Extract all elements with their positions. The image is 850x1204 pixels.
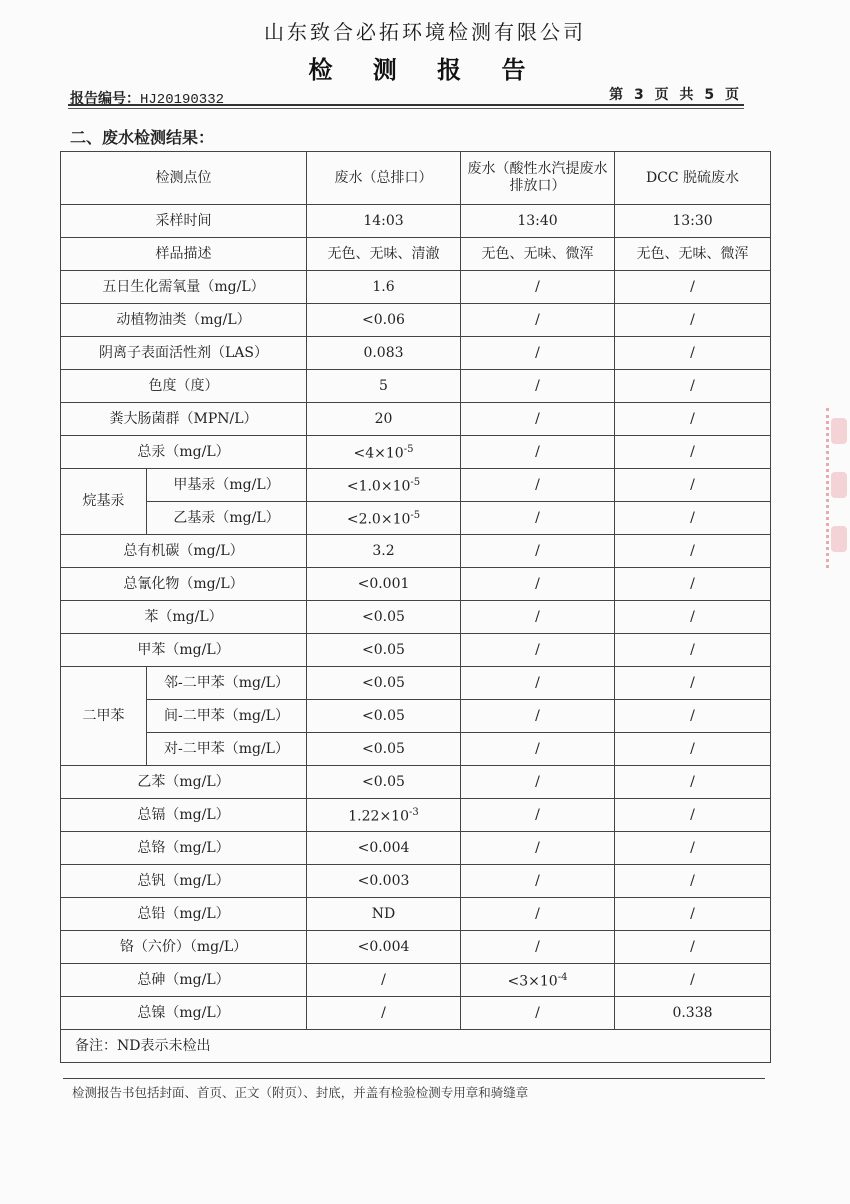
company-name: 山东致合必拓环境检测有限公司 <box>264 20 586 44</box>
row-label: 苯（mg/L） <box>61 601 307 634</box>
note-row <box>61 1030 771 1063</box>
report-number-value: HJ20190332 <box>140 92 225 108</box>
cell-value: / <box>461 865 615 898</box>
row-label: 五日生化需氧量（mg/L） <box>61 271 307 304</box>
cell-value: / <box>615 865 771 898</box>
table-row <box>61 898 771 931</box>
cell-value: / <box>461 766 615 799</box>
cell-value: 0.338 <box>615 997 771 1030</box>
cell-value: / <box>307 997 461 1030</box>
table-row <box>61 667 771 700</box>
header-col1: 废水（总排口） <box>307 152 461 205</box>
table-note: 备注：ND表示未检出 <box>61 1030 771 1063</box>
cell-value: / <box>461 337 615 370</box>
wastewater-results-table <box>60 151 771 1063</box>
table-row <box>61 634 771 667</box>
sample-description-row <box>61 238 771 271</box>
cell-value: / <box>615 403 771 436</box>
cell-value: <0.05 <box>307 766 461 799</box>
cell-value: / <box>615 469 771 502</box>
page-info: 第 3 页 共 5 页 <box>609 87 742 103</box>
row-label: 总铅（mg/L） <box>61 898 307 931</box>
cell-value: $<4\times 10^{-5}$ <box>307 436 461 469</box>
exponent: -5 <box>403 444 414 456</box>
table-row <box>61 931 771 964</box>
cell-value: / <box>615 964 771 997</box>
sub-row-label: 甲基汞（mg/L） <box>147 469 307 502</box>
cell-value: ND <box>307 898 461 931</box>
group-label-xylene: 二甲苯 <box>61 667 147 766</box>
cell-value: $<3\times 10^{-4}$ <box>461 964 615 997</box>
table-row <box>61 766 771 799</box>
row-label: 总镍（mg/L） <box>61 997 307 1030</box>
cell-value: / <box>461 733 615 766</box>
cell-value: / <box>461 502 615 535</box>
cell-value: 14:03 <box>307 205 461 238</box>
row-label: 乙苯（mg/L） <box>61 766 307 799</box>
cell-value: / <box>615 799 771 832</box>
table-row <box>61 469 771 502</box>
header-col2: 废水（酸性水汽提废水排放口） <box>461 152 615 205</box>
cell-value: / <box>615 601 771 634</box>
cell-value: / <box>615 667 771 700</box>
cell-value: / <box>461 370 615 403</box>
row-label: 铬（六价）（mg/L） <box>61 931 307 964</box>
cell-value: / <box>615 535 771 568</box>
table-row <box>61 601 771 634</box>
cell-value: / <box>461 931 615 964</box>
cell-value: / <box>461 568 615 601</box>
cell-value: / <box>615 832 771 865</box>
cell-value: <0.05 <box>307 733 461 766</box>
cell-value: <0.05 <box>307 667 461 700</box>
row-label: 动植物油类（mg/L） <box>61 304 307 337</box>
table-row <box>61 337 771 370</box>
seal-mark <box>831 526 847 552</box>
cell-value: 无色、无味、微浑 <box>461 238 615 271</box>
cell-value: / <box>461 601 615 634</box>
table-row <box>61 271 771 304</box>
table-row <box>61 535 771 568</box>
cell-value: / <box>461 997 615 1030</box>
cell-value: / <box>461 799 615 832</box>
cell-value: / <box>615 370 771 403</box>
cell-value: <0.05 <box>307 601 461 634</box>
cell-value: / <box>461 832 615 865</box>
section-title: 二、废水检测结果： <box>70 128 215 147</box>
table-header-row <box>61 152 771 205</box>
sub-row-label: 对-二甲苯（mg/L） <box>147 733 307 766</box>
cell-value: / <box>307 964 461 997</box>
report-title: 检 测 报 告 <box>308 56 542 84</box>
cell-value: 3.2 <box>307 535 461 568</box>
table-row <box>61 700 771 733</box>
cell-value: / <box>461 469 615 502</box>
cell-value: / <box>615 898 771 931</box>
table-row <box>61 997 771 1030</box>
seal-stamp-edge <box>826 408 850 568</box>
cell-value: / <box>615 766 771 799</box>
table-row <box>61 865 771 898</box>
table-row <box>61 568 771 601</box>
sampling-time-row <box>61 205 771 238</box>
cell-value: $1.22\times 10^{-3}$ <box>307 799 461 832</box>
cell-value: / <box>615 700 771 733</box>
cell-value: / <box>461 667 615 700</box>
row-label: 总汞（mg/L） <box>61 436 307 469</box>
cell-value: $<2.0\times 10^{-5}$ <box>307 502 461 535</box>
cell-value: 0.083 <box>307 337 461 370</box>
cell-value: / <box>615 568 771 601</box>
cell-value: 13:40 <box>461 205 615 238</box>
table-row <box>61 304 771 337</box>
seal-mark <box>831 418 847 444</box>
cell-value: 20 <box>307 403 461 436</box>
exponent: -5 <box>410 510 421 522</box>
cell-value: / <box>461 898 615 931</box>
table-row <box>61 799 771 832</box>
row-label: 样品描述 <box>61 238 307 271</box>
cell-value: / <box>615 634 771 667</box>
row-label: 采样时间 <box>61 205 307 238</box>
row-label: 总砷（mg/L） <box>61 964 307 997</box>
cell-value: <0.05 <box>307 700 461 733</box>
cell-value: / <box>615 931 771 964</box>
header-point-label: 检测点位 <box>61 152 307 205</box>
cell-value: / <box>615 304 771 337</box>
table-row <box>61 502 771 535</box>
row-label: 总镉（mg/L） <box>61 799 307 832</box>
row-label: 总铬（mg/L） <box>61 832 307 865</box>
header-rule-thin <box>68 108 744 109</box>
cell-value: / <box>615 271 771 304</box>
table-row <box>61 832 771 865</box>
cell-value: / <box>461 271 615 304</box>
cell-value: 无色、无味、清澈 <box>307 238 461 271</box>
cell-value: 5 <box>307 370 461 403</box>
group-label-alkyl-mercury: 烷基汞 <box>61 469 147 535</box>
table-row <box>61 964 771 997</box>
cell-value: 1.6 <box>307 271 461 304</box>
cell-value: <0.06 <box>307 304 461 337</box>
sub-row-label: 邻-二甲苯（mg/L） <box>147 667 307 700</box>
exponent: -4 <box>557 972 568 984</box>
row-label: 色度（度） <box>61 370 307 403</box>
header-col3: DCC 脱硫废水 <box>615 152 771 205</box>
table-row <box>61 403 771 436</box>
cell-value: / <box>461 436 615 469</box>
row-label: 总钒（mg/L） <box>61 865 307 898</box>
cell-value: <0.05 <box>307 634 461 667</box>
table-row <box>61 370 771 403</box>
row-label: 总有机碳（mg/L） <box>61 535 307 568</box>
cell-value: / <box>461 304 615 337</box>
cell-value: / <box>461 535 615 568</box>
table-row <box>61 733 771 766</box>
cell-value: / <box>615 502 771 535</box>
sub-row-label: 乙基汞（mg/L） <box>147 502 307 535</box>
cell-value: <0.004 <box>307 931 461 964</box>
cell-value: / <box>461 634 615 667</box>
cell-value: / <box>615 436 771 469</box>
seal-mark <box>831 472 847 498</box>
cell-value: / <box>615 337 771 370</box>
cell-value: 无色、无味、微浑 <box>615 238 771 271</box>
cell-value: <0.001 <box>307 568 461 601</box>
exponent: -5 <box>410 477 421 489</box>
row-label: 阴离子表面活性剂（LAS） <box>61 337 307 370</box>
cell-value: $<1.0\times 10^{-5}$ <box>307 469 461 502</box>
cell-value: / <box>461 700 615 733</box>
cell-value: / <box>461 403 615 436</box>
cell-value: <0.003 <box>307 865 461 898</box>
row-label: 总氰化物（mg/L） <box>61 568 307 601</box>
footer-text: 检测报告书包括封面、首页、正文（附页）、封底，并盖有检验检测专用章和骑缝章 <box>72 1085 529 1100</box>
row-label: 甲苯（mg/L） <box>61 634 307 667</box>
sub-row-label: 间-二甲苯（mg/L） <box>147 700 307 733</box>
cell-value: 13:30 <box>615 205 771 238</box>
header-rule-thick <box>68 104 744 106</box>
cell-value: <0.004 <box>307 832 461 865</box>
footer-rule <box>63 1078 765 1079</box>
report-number-label: 报告编号： <box>70 91 140 107</box>
exponent: -3 <box>408 807 419 819</box>
table-row <box>61 436 771 469</box>
row-label: 粪大肠菌群（MPN/L） <box>61 403 307 436</box>
cell-value: / <box>615 733 771 766</box>
